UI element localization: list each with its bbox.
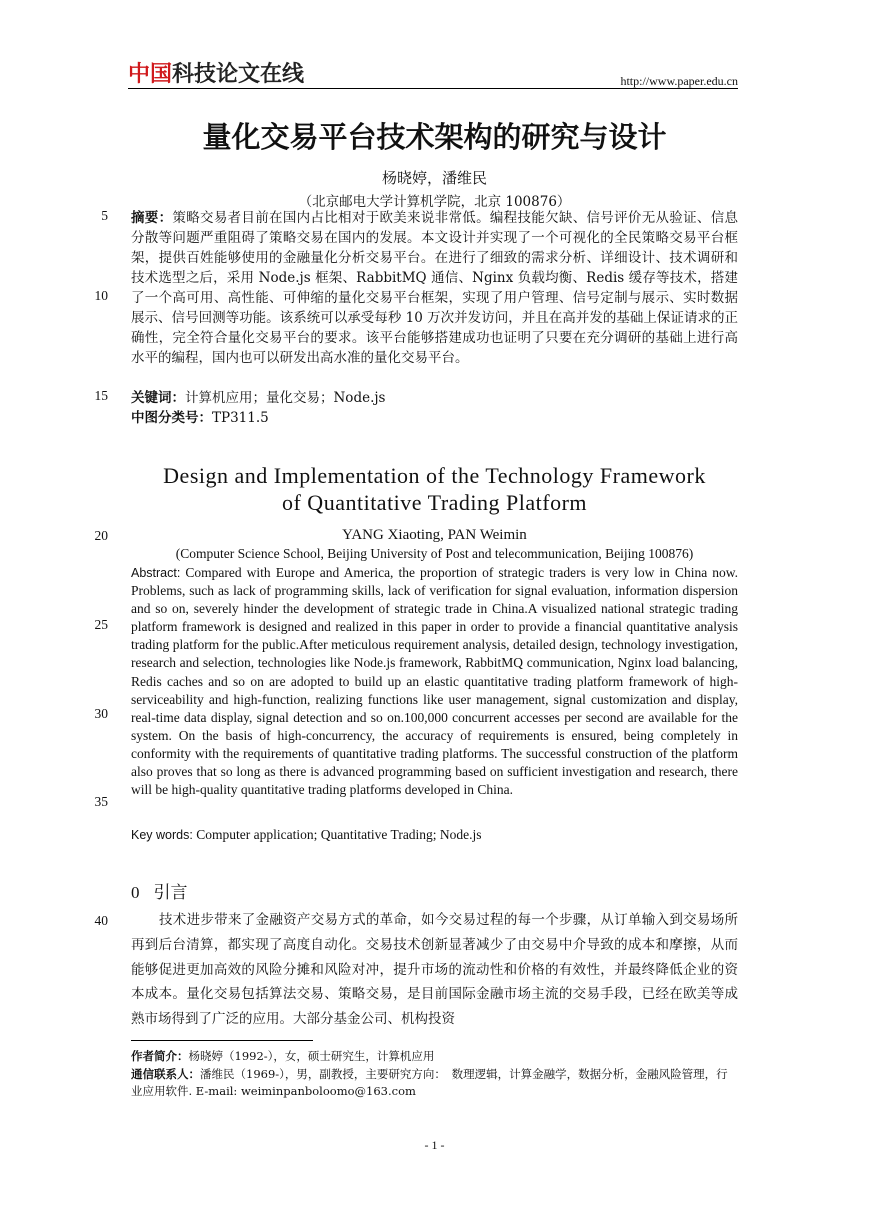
paper-title-cn: 量化交易平台技术架构的研究与设计	[202, 120, 667, 154]
page-number: - 1 -	[424, 1138, 445, 1152]
logo-dark-text: 科技论文在线	[172, 62, 305, 87]
keywords-cn-text: 计算机应用；量化交易；Node.js	[185, 390, 386, 406]
site-logo	[128, 63, 304, 87]
keywords-en-label: Key words:	[131, 828, 193, 842]
authors-cn: 杨晓婷，潘维民	[381, 169, 487, 187]
line-number: 5	[101, 208, 108, 223]
keywords-en	[131, 826, 738, 844]
abstract-cn-label: 摘要：	[131, 210, 173, 226]
footnote-author	[131, 1048, 738, 1065]
section-title: 引言	[153, 883, 188, 903]
keywords-cn	[131, 388, 738, 408]
title-en-line2: of Quantitative Trading Platform	[281, 490, 588, 515]
abstract-en	[131, 564, 738, 799]
header-url[interactable]: http://www.paper.edu.cn	[620, 74, 738, 88]
abstract-cn	[131, 208, 738, 368]
clc-label: 中图分类号：	[131, 410, 212, 426]
clc-text: TP311.5	[212, 410, 269, 426]
line-number: 30	[94, 706, 108, 721]
clc-number	[131, 408, 738, 428]
abstract-cn-text: 策略交易者目前在国内占比相对于欧美来说非常低。编程技能欠缺、信号评价无从验证、信息分散等问题严重阻碍了策略交易在国内的发展。本文设计并实现了一个可视化的全民策略交易平台框架，提供百姓能够使用的金融量化分析交易平台。在进行了细致的需求分析、详细设计、技术调研和技术选型之后，采用 Node.js 框架、RabbitMQ 通信、Nginx 负载均衡、Redis 缓存等技术，搭建了一个高可用、高性能、可伸缩的量化交易平台框架，实现了用户管理、信号定制与展示、实时数据展示、信号回测等功能。该系统可以承受每秒 10 万次并发访问，并且在高并发的基础上保证请求的正确性，完全符合量化交易平台的要求。该平台能够搭建成功也证明了只要在充分调研的基础上进行高水平的编程，国内也可以研发出高水准的量化交易平台。	[131, 210, 739, 366]
line-number: 20	[94, 528, 108, 543]
affiliation-cn: （北京邮电大学计算机学院，北京 100876）	[298, 194, 571, 210]
footnote-contact-label: 通信联系人：	[131, 1067, 200, 1081]
footnote-rule	[131, 1040, 313, 1041]
footnote-author-label: 作者简介：	[131, 1049, 189, 1063]
footnote-contact	[131, 1066, 738, 1100]
affiliation-en: (Computer Science School, Beijing University of Post and telecommunication, Beijing 100876)	[175, 546, 694, 561]
abstract-en-label: Abstract:	[131, 566, 181, 580]
section-number: 0	[131, 883, 140, 902]
footnote-contact-text: 潘维民（1969-），男，副教授，主要研究方向： 数理逻辑，计算金融学，数据分析，金融风险管理，行业应用软件. E-mail: weiminpanboloomo@163.com	[131, 1067, 728, 1098]
header-rule	[128, 88, 738, 89]
abstract-en-text: Compared with Europe and America, the proportion of strategic traders is very low in China now. Problems, such as lack of programming skills, lack of verification for signal evaluation, information dispersion and so on, severely hinder the development of strategic trade in China.A visualized national strategic trading platform framework is designed and realized in this paper in order to provide a financial quantitative analysis trading platform for the public.After meticulous requirement analysis, detailed design, technology investigation, research and selection, technologies like Node.js framework, RabbitMQ communication, Nginx load balancing, Redis caches and so on are adopted to build up an elastic quantitative trading platform framework of high-serviceability and high-function, realizing functions like user management, signal customization and display, real-time data display, signal detection and so on.100,000 concurrent accesses per second are available for the system. On the basis of high-concurrency, the accuracy of requirements is ensured, being completely in conformity with the requirements of quantitative trading platforms. The successful construction of the platform also proves that so long as there is advanced programming based on sufficient investigation and research, there will be high-quality quantitative trading platforms developed in China.	[131, 565, 738, 798]
title-en-line1: Design and Implementation of the Technology Framework	[163, 463, 706, 488]
section-heading	[131, 878, 188, 903]
keywords-cn-label: 关键词：	[131, 390, 185, 406]
intro-paragraph: 技术进步带来了金融资产交易方式的革命，如今交易过程的每一个步骤，从订单输入到交易场所再到后台清算，都实现了高度自动化。交易技术创新显著减少了由交易中介导致的成本和摩擦，从而能够促进更加高效的风险分摊和风险对冲，提升市场的流动性和价格的有效性，并最终降低企业的资本成本。量化交易包括算法交易、策略交易，是目前国际金融市场主流的交易手段，已经在欧美等成熟市场得到了广泛的应用。大部分基金公司、机构投资	[131, 912, 738, 1028]
line-number: 35	[94, 794, 108, 809]
line-number: 15	[94, 388, 108, 403]
logo-red-text: 中国	[128, 62, 173, 87]
line-number: 40	[94, 913, 108, 928]
paper-title-en	[0, 462, 869, 516]
footnote-author-text: 杨晓婷（1992-），女，硕士研究生，计算机应用	[188, 1049, 435, 1063]
keywords-en-text: Computer application; Quantitative Trading; Node.js	[192, 827, 482, 842]
line-number: 25	[94, 617, 108, 632]
line-number: 10	[94, 288, 108, 303]
authors-en: YANG Xiaoting, PAN Weimin	[342, 527, 527, 543]
